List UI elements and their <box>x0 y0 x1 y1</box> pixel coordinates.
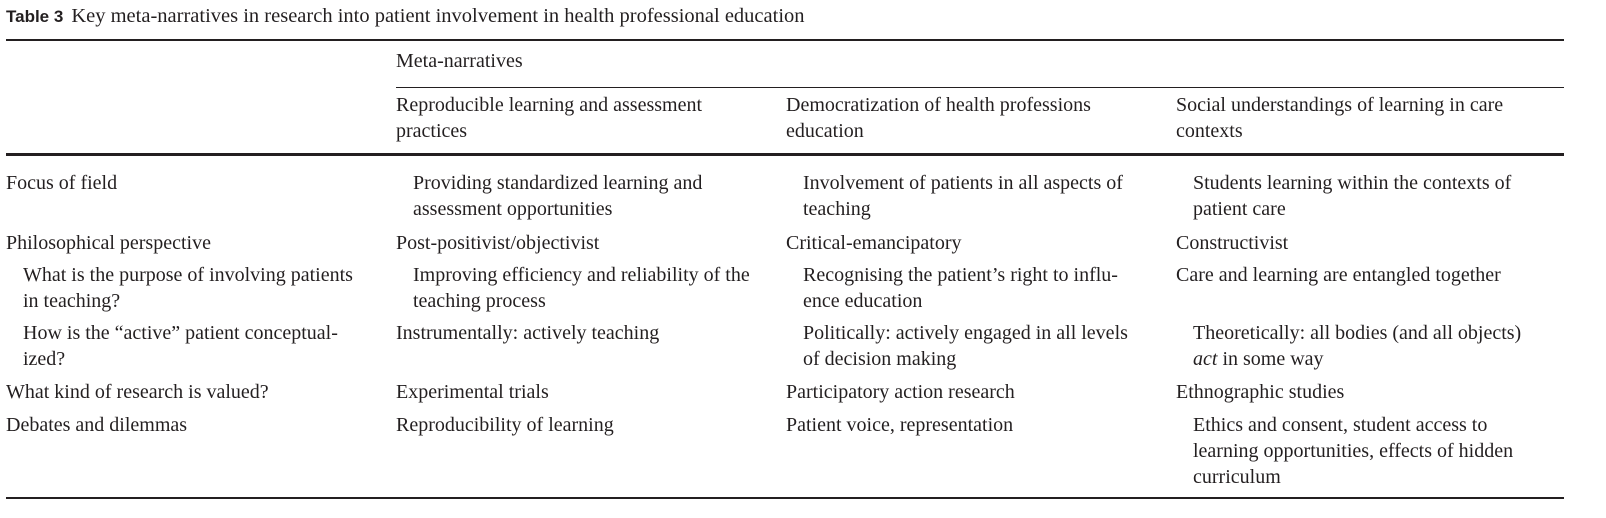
table-label: Table 3 <box>6 7 64 26</box>
table-cell: Instrumentally: actively teaching <box>396 322 660 344</box>
table-cell: Ethnographic studies <box>1176 381 1345 403</box>
table-cell: Improving efficiency and reliability of the teaching process <box>413 264 750 312</box>
table-cell: Theoretically: all bodies (and all objects) act in some way <box>1193 322 1522 370</box>
row-label-philosophy: Philosophical perspective <box>6 232 211 254</box>
table-title: Key meta-narratives in research into patient involvement in health professional education <box>71 5 805 27</box>
table-cell: Students learning within the contexts of patient care <box>1193 172 1512 220</box>
table-cell: Participatory action research <box>786 381 1015 403</box>
header-group-label: Meta-narratives <box>396 50 523 72</box>
group-rule <box>396 87 1564 88</box>
row-label-active-patient: How is the “active” patient conceptual- ized? <box>23 322 338 370</box>
row-label-research: What kind of research is valued? <box>6 381 269 403</box>
row-label-debates: Debates and dilemmas <box>6 414 188 436</box>
table-cell: Providing standardized learning and assessment opportunities <box>413 172 703 220</box>
table-figure <box>6 0 1606 518</box>
column-header-reproducible: Reproducible learning and assessment practices <box>396 94 703 142</box>
table-cell: Involvement of patients in all aspects of teaching <box>803 172 1123 220</box>
top-rule <box>6 39 1564 41</box>
table-cell: Patient voice, representation <box>786 414 1014 436</box>
bottom-rule <box>6 497 1564 499</box>
table-cell: Constructivist <box>1176 232 1289 254</box>
table-cell: Reproducibility of learning <box>396 414 614 436</box>
table-cell: Recognising the patient’s right to influ- ence education <box>803 264 1118 312</box>
header-rule <box>6 153 1564 156</box>
table-caption <box>6 5 805 28</box>
table-cell: Ethics and consent, student access to learning opportunities, effects of hidden curriculum <box>1193 414 1514 488</box>
table-cell: Politically: actively engaged in all levels of decision making <box>803 322 1128 370</box>
table-cell: Post-positivist/objectivist <box>396 232 600 254</box>
row-label-purpose: What is the purpose of involving patients in teaching? <box>23 264 353 312</box>
column-header-social: Social understandings of learning in care contexts <box>1176 94 1504 142</box>
column-header-democratization: Democratization of health professions education <box>786 94 1091 142</box>
table-cell: Experimental trials <box>396 381 549 403</box>
row-label-focus: Focus of field <box>6 172 118 194</box>
table-cell: Critical-emancipatory <box>786 232 962 254</box>
table-cell: Care and learning are entangled together <box>1176 264 1501 286</box>
